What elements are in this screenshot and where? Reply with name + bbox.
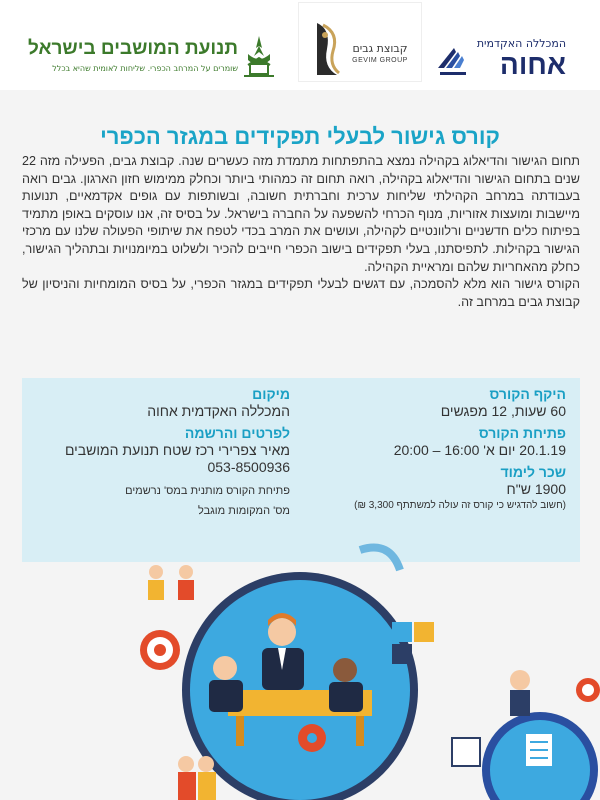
tnua-logo-icon [242,34,276,78]
scope-value: 60 שעות, 12 מפגשים [440,403,566,419]
course-description [22,153,580,311]
tuition-label: שכר לימוד [500,464,566,480]
course-info-box [22,378,580,562]
registration-note: פתיחת הקורס מותנית במס' נרשמים [125,485,290,497]
limited-spots-note: מס' המקומות מוגבל [197,505,290,517]
location-value: המכללה האקדמית אחוה [147,403,290,419]
location-label: מיקום [252,386,290,402]
page-title: קורס גישור לבעלי תפקידים במגזר הכפרי [100,124,500,149]
header-logos [0,0,600,90]
achva-name: אחוה [499,49,566,80]
gevim-logo-icon [313,21,341,77]
gevim-text [345,43,415,67]
gevim-name-en: GEVIM GROUP [352,57,408,64]
scope-label: היקף הקורס [489,386,566,402]
description-paragraph-1: תחום הגישור והדיאלוג בקהילה נמצא בהתפתחות מתמדת מזה כעשרים שנה. קבוצת גבים, הפעילה מזה 22 שנים בתחום הגישור והדיאלוג בקהילה, רואה תחום זה כמהותי ביותר וכחלק ממימוש חזון הארגון. גבים רואה בעבודתה במרחב הקהילתי שליחות ערכית וחברתית חשובה, ובשותפות עם גופים אקדמאיים, תנועות מיישבות ומועצות אזוריות, מנוף הכרחי להשפעה על החברה בישראל. על בסיס זה, אנו עוסקים באופן מתמיד בפיתוח כלים חדשניים ורלוונטיים לקהילה, ועושים את המרב בכדי לטפח את שיתופי הפעולה שלנו עם מרכזי הגישור בקהילות. לתפיסתנו, בעלי תפקידים בישוב הכפרי חייבים להכיר ולשלוט במיומנויות ובתהליך הגישור, כחלק מהאחריות שלהם ומראיית הקהילה. [22,154,580,274]
achva-logo-icon [436,42,474,80]
contact-label: לפרטים והרשמה [184,425,290,441]
meeting-illustration [0,540,600,800]
course-details-column [306,386,566,512]
contact-value: מאיר צפרירי רכז שטח תנועת המושבים [64,442,290,458]
tnua-slogan: שומרים על המרחב הכפרי. שליחות לאומית שהיא בכלל [52,64,238,73]
description-paragraph-2: הקורס גישור הוא מלא להסמכה, עם דגשים לבעלי תפקידים במגזר הכפרי, על בסיס המומחיות והניסיון של קבוצת גבים במרחב זה. [22,277,580,309]
gevim-logo [298,2,422,82]
opening-label: פתיחת הקורס [478,425,566,441]
location-contact-column [30,386,290,518]
achva-subtitle: המכללה האקדמית [476,37,566,50]
gevim-name-he: קבוצת גבים [352,42,408,55]
tnua-name: תנועת המושבים בישראל [28,38,238,59]
opening-value: 20.1.19 יום א' 16:00 – 20:00 [393,442,566,458]
phone-number[interactable]: 053-8500936 [207,459,290,475]
tuition-note: (חשוב להדגיש כי קורס זה עולה למשתתף 3,300 ₪) [354,500,566,511]
tnua-logo [26,34,276,80]
tuition-value: 1900 ש"ח [506,481,566,497]
